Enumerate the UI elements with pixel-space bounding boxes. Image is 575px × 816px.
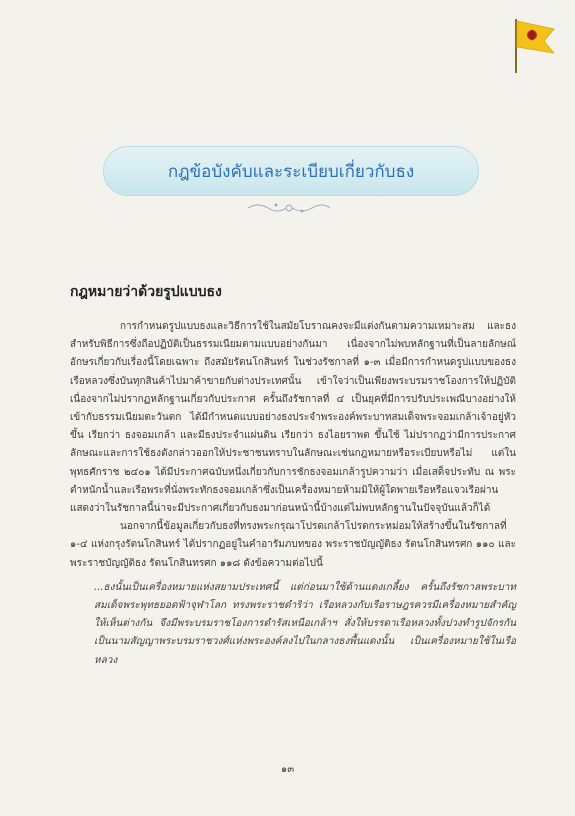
quoted-passage: ...ธงนั้นเป็นเครื่องหมายแห่งสยามประเทศนี้ แต่ก่อนมาใช้ด้านแดงเกลี้ยง ครั้นถึงรัชกาลพระบาทสมเด็จพระพุทธยอดฟ้าจุฬาโลก ทรงพระราชดำริว่า เรือหลวงกับเรือราษฎรควรมีเครื่องหมายสำคัญให้เห็นต่างกัน จึงมีพระบรมราชโองการดำรัสเหนือเกล้าฯ สั่งให้บรรดาเรือหลวงทั้งปวงทำรูปจักรกันเป็นนามสัญญาพระบรมราชวงศ์แห่งพระองค์ลงไปในกลางธงพื้นแดงนั้น เป็นเครื่องหมายใช้ในเรือหลวง bbox=[94, 581, 516, 666]
page-number: ๑๓ bbox=[280, 764, 295, 775]
royal-flag-icon bbox=[510, 15, 558, 75]
section-heading: กฎหมายว่าด้วยรูปแบบธง bbox=[70, 284, 222, 300]
chapter-title: กฎข้อบังคับและระเบียบเกี่ยวกับธง bbox=[167, 161, 415, 182]
paragraph: นอกจากนี้ข้อมูลเกี่ยวกับธงที่ทรงพระกรุณาโปรดเกล้าโปรดกระหม่อมให้สร้างขึ้นในรัชกาลที่ ๑-๔ แห่งกรุงรัตนโกสินทร์ ได้ปรากฏอยู่ในคำอารัมภบทของ พระราชบัญญัติธง รัตนโกสินทรศก ๑๑๐ และ พระราชบัญญัติธง รัตนโกสินทรศก ๑๑๘ ดังข้อความต่อไปนี้ bbox=[70, 521, 516, 569]
body-text bbox=[70, 318, 516, 670]
decorative-divider-icon bbox=[246, 200, 332, 216]
paragraph: การกำหนดรูปแบบธงและวิธีการใช้ในสมัยโบราณคงจะมีแต่งกันตามความเหมาะสม และธงสำหรับพิธีการซึ่งถือปฏิบัติเป็นธรรมเนียมตามแบบอย่างกันมา เนื่องจากไม่พบหลักฐานที่เป็นลายลักษณ์อักษรเกี่ยวกับเรื่องนี้โดยเฉพาะ ถึงสมัยรัตนโกสินทร์ ในช่วงรัชกาลที่ ๑-๓ เมื่อมีการกำหนดรูปแบบของธงเรือหลวงซึ่งบันทุกสินค้าไปมาค้าขายกับต่างประเทศนั้น เข้าใจว่าเป็นเพียงพระบรมราชโองการให้ปฏิบัติ เนื่องจากไม่ปรากฏหลักฐานเกี่ยวกับประกาศ ครั้นถึงรัชกาลที่ ๔ เป็นยุคที่มีการปรับประเพณีบางอย่างให้เข้ากับธรรมเนียมตะวันตก ได้มีกำหนดแบบอย่างธงประจำพระองค์พระบาทสมเด็จพระจอมเกล้าเจ้าอยู่หัวขึ้น เรียกว่า ธงจอมเกล้า และมีธงประจำแผ่นดิน เรียกว่า ธงไอยราพต ขึ้นใช้ ไม่ปรากฏว่ามีการประกาศลักษณะและการใช้ธงดังกล่าวออกให้ประชาชนทราบในลักษณะเช่นกฎหมายหรือระเบียบหรือไม่ แต่ในพุทธศักราช ๒๔๐๑ ได้มีประกาศฉบับหนึ่งเกี่ยวกับการชักธงจอมเกล้ารูปความว่า เมื่อเสด็จประทับ ณ พระตำหนักน้ำและเรือพระที่นั่งพระทักธงจอมเกล้าซึ่งเป็นเครื่องหมายห้ามมิให้ผู้ใดพายเรือหรือแจวเรือผ่าน แสดงว่าในรัชกาลนี้น่าจะมีประกาศเกี่ยวกับธงมาก่อนหน้านี้บ้างแต่ไม่พบหลักฐานในปัจจุบันแล้วก็ได้ bbox=[70, 321, 516, 515]
chapter-title-banner bbox=[103, 146, 479, 196]
